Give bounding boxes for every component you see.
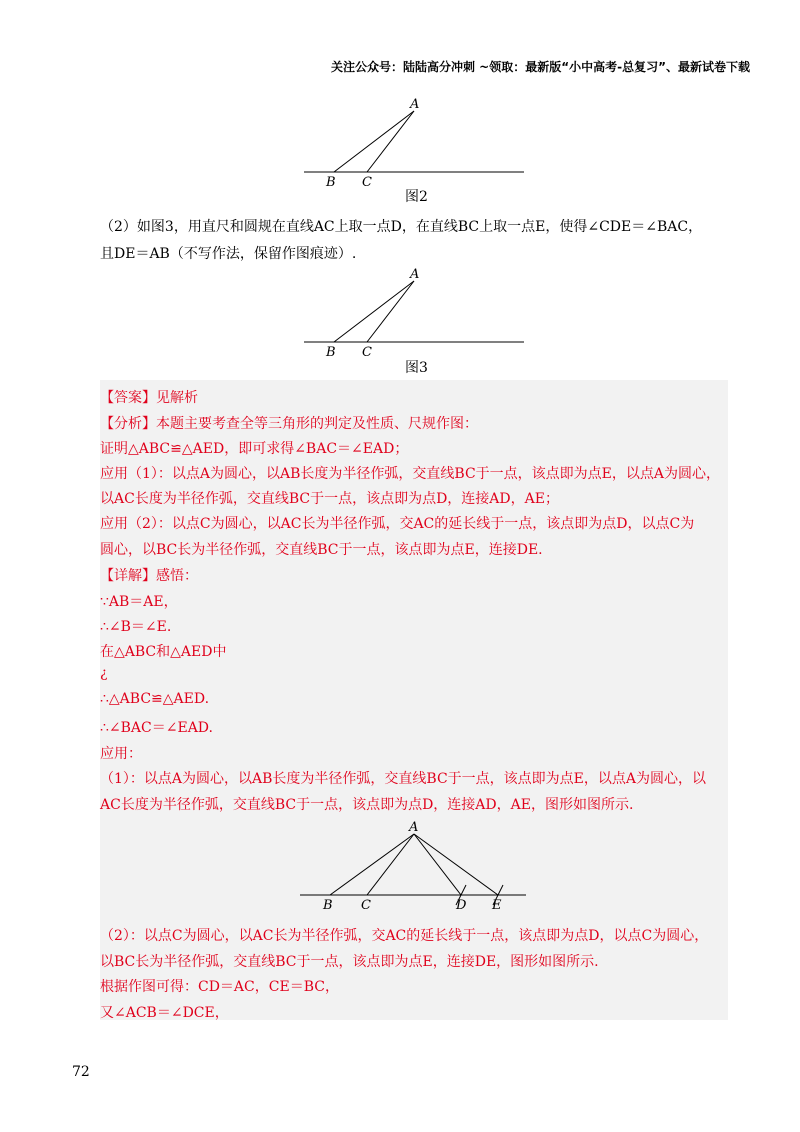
figure-2-caption: 图2 <box>405 189 428 205</box>
xiangjie-line: 【详解】感悟： <box>100 568 198 584</box>
fig4-side-ab <box>330 834 414 895</box>
step-3: 在△ABC和△AED中 <box>100 644 227 660</box>
figure-construction-1 <box>290 818 540 918</box>
step-8-b: AC长度为半径作弧，交直线BC于一点，该点即为点D，连接AD，AE，图形如图所示. <box>100 797 634 813</box>
step-4: ¿ <box>100 665 108 681</box>
fig3-label-a: A <box>410 267 420 282</box>
step-1: ∵AB＝AE， <box>100 594 178 610</box>
page-header: 关注公众号：陆陆高分冲刺 ~领取：最新版“小中高考-总复习”、最新试卷下载 <box>331 60 750 74</box>
fig3-label-b: B <box>326 345 336 360</box>
fig4-label-b: B <box>323 898 333 913</box>
figure-3 <box>290 265 540 365</box>
fig4-side-ac <box>367 834 414 895</box>
question-2-line-1: （2）如图3，用直尺和圆规在直线AC上取一点D，在直线BC上取一点E，使得∠CDE＝∠BAC， <box>100 219 703 235</box>
fig4-label-c: C <box>361 898 371 913</box>
figure-3-caption: 图3 <box>405 360 428 376</box>
step-11: 又∠ACB＝∠DCE， <box>100 1005 229 1021</box>
step-9-b: 以BC长为半径作弧，交直线BC于一点，该点即为点E，连接DE，图形如图所示. <box>100 954 599 970</box>
fig3-label-c: C <box>362 345 372 360</box>
step-10: 根据作图可得：CD＝AC，CE＝BC， <box>100 979 339 995</box>
app1-line-b: 以AC长度为半径作弧，交直线BC于一点，该点即为点D，连接AD，AE； <box>100 491 559 507</box>
step-8-a: （1）：以点A为圆心，以AB长度为半径作弧，交直线BC于一点，该点即为点E，以点A为圆心，以 <box>100 771 707 787</box>
step-9-a: （2）：以点C为圆心，以AC长为半径作弧，交AC的延长线于一点，该点即为点D，以点C为圆心， <box>100 928 709 944</box>
fig4-side-ad <box>414 834 461 895</box>
step-6: ∴∠BAC＝∠EAD. <box>100 720 213 736</box>
step-5: ∴△ABC≌△AED. <box>100 691 210 707</box>
answer-line: 【答案】见解析 <box>100 390 198 406</box>
fig2-label-a: A <box>410 97 420 112</box>
fig2-label-b: B <box>326 175 336 190</box>
fig4-label-e: E <box>492 898 502 913</box>
fig4-side-ae <box>414 834 498 895</box>
app2-line-b: 圆心，以BC长为半径作弧，交直线BC于一点，该点即为点E，连接DE. <box>100 542 543 558</box>
step-7: 应用： <box>100 746 142 762</box>
fig2-label-c: C <box>362 175 372 190</box>
step-2: ∴∠B＝∠E. <box>100 619 172 635</box>
question-2-line-2: 且DE＝AB（不写作法，保留作图痕迹）. <box>100 246 357 262</box>
fig4-label-a: A <box>409 820 419 835</box>
page-number: 72 <box>72 1064 90 1080</box>
app2-line-a: 应用（2）：以点C为圆心，以AC长为半径作弧，交AC的延长线于一点，该点即为点D，以点C为 <box>100 516 695 532</box>
app1-line-a: 应用（1）：以点A为圆心，以AB长度为半径作弧，交直线BC于一点，该点即为点E，以点A为圆心， <box>100 466 721 482</box>
fig4-label-d: D <box>456 898 467 913</box>
fenxi-line: 【分析】本题主要考查全等三角形的判定及性质、尺规作图： <box>100 416 478 432</box>
proof-intro-line: 证明△ABC≌△AED，即可求得∠BAC＝∠EAD； <box>100 441 409 457</box>
